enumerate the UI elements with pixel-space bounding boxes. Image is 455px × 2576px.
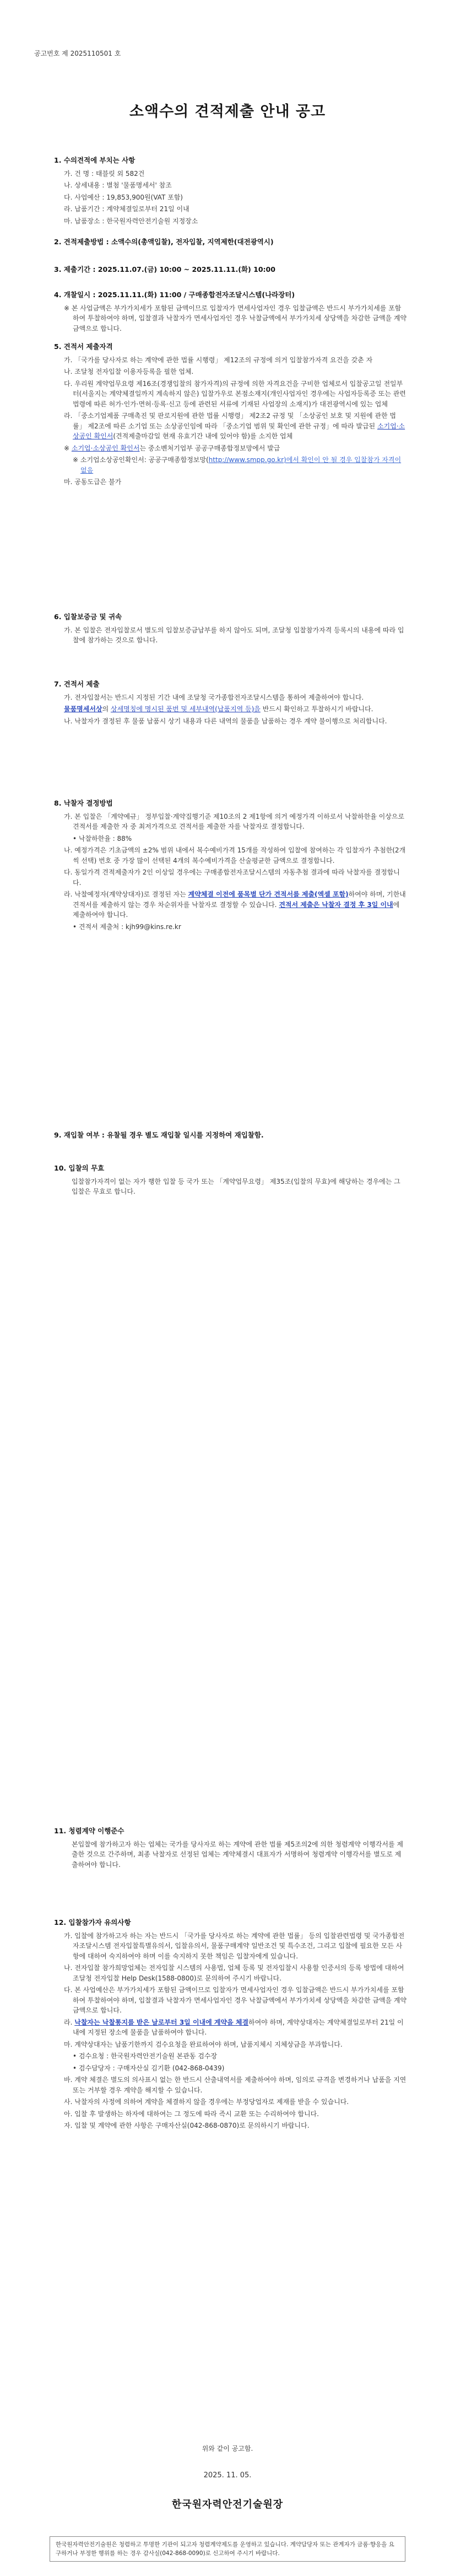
emphasis-text: 낙찰자는 낙찰통지를 받은 날로부터 3일 이내에 계약을 체결 [74, 2018, 249, 2026]
text-segment: 반드시 확인하고 투찰하시기 바랍니다. [260, 705, 373, 713]
list-item [54, 2017, 407, 2038]
emphasis-text: 계약체결 이전에 품목별 단가 견적서를 제출(엑셀 포함) [188, 890, 349, 898]
organization-name: 한국원자력안전기술원장 [171, 2499, 284, 2510]
footer-note-box: 한국원자력안전기술원은 청렴하고 투명한 기관이 되고자 청렴계약제도를 운영하고 있습니다. 계약담당자 또는 관계자가 금품·향응을 요구하거나 부정한 행위를 하는 경우 감사실(042-868-0090)로 신고하여 주시기 바랍니다. [50, 2536, 405, 2562]
list-item: 아. 입찰 후 발생하는 하자에 대하여는 그 정도에 따라 즉시 교환 또는 수리하여야 합니다. [64, 2110, 319, 2118]
section-heading: 8. 낙찰자 결정방법 [54, 799, 113, 807]
section-5 [54, 342, 407, 489]
text-segment: 하여야 하며, 기한내 견적서를 제출하지 않는 경우 차순위자를 낙찰자로 결정할 수 있습니다. [73, 890, 406, 909]
section-7 [54, 679, 407, 728]
list-item: 자. 입찰 및 계약에 관한 사항은 구매자산실(042-868-0870)로 문의하시기 바랍니다. [64, 2122, 310, 2129]
list-item: 가. 건 명 : 태블릿 외 582건 [64, 169, 145, 178]
list-item: • 검수담당자 : 구매자산실 김기환 (042-868-0439) [73, 2064, 225, 2072]
notice-date: 2025. 11. 05. [203, 2471, 252, 2480]
emphasis-text: 상세명칭에 명시된 품번 및 세부내역(납품지역 등)을 [110, 705, 261, 713]
list-item: 사. 낙찰자의 사정에 의하여 계약을 체결하지 않을 경우에는 부정당업자로 제재를 받을 수 있습니다. [64, 2098, 349, 2106]
section-heading: 11. 청렴계약 이행준수 [54, 1827, 124, 1835]
paragraph: 입찰참가자격이 없는 자가 행한 입찰 등 국가 또는 「계약업무요령」 제35조(입찰의 무효)에 해당하는 경우에는 그 입찰은 무효로 합니다. [72, 1177, 400, 1195]
section-heading: 3. 제출기간 : 2025.11.07.(금) 10:00 ~ 2025.11.11.(화) 10:00 [54, 265, 275, 273]
list-item: 다. 사업예산 : 19,853,900원(VAT 포함) [64, 193, 183, 201]
text-segment: 하여야 하며, 계약상대자는 계약체결일로부터 21일 이내에 지정된 장소에 물품을 납품하여야 합니다. [73, 2018, 404, 2036]
section-3 [54, 265, 407, 278]
list-item [54, 455, 407, 475]
list-item: 다. 동일가격 견적제출자가 2인 이상일 경우에는 구매종합전자조달시스템의 자동추첨 결과에 따라 낙찰자를 결정합니다. [64, 868, 400, 887]
list-item: 가. 본 입찰은 「계약예규」 정부입찰·계약집행기준 제10조의 2 제1항에 의거 예정가격 이하로서 낙찰하한율 이상으로 견적서를 제출한 자 중 최저가격으로 견적서를 제출한 자를 낙찰자로 결정합니다. [64, 812, 404, 830]
list-item: 가. 「국가를 당사자로 하는 계약에 관한 법률 시행령」 제12조의 규정에 의거 입찰참가자격 요건을 갖춘 자 [64, 356, 373, 364]
list-item: 나. 예정가격은 기초금액의 ±2% 범위 내에서 복수예비가격 15개를 작성하여 입찰에 참여하는 각 입찰자가 추첨한(2개씩 선택) 번호 중 가장 많이 선택된 4개의 복수예비가격을 산술평균한 금액으로 결정합니다. [64, 846, 406, 865]
list-item: 바. 계약 체결은 별도의 의사표시 없는 한 반드시 산출내역서를 제출하여야 하며, 임의로 규격을 변경하거나 납품을 지연 또는 거부할 경우 계약을 해지할 수 있습니다. [64, 2076, 407, 2094]
section-6 [54, 612, 407, 647]
section-1 [54, 155, 407, 228]
list-item: 가. 전자입찰서는 반드시 지정된 기간 내에 조달청 국가종합전자조달시스템을 통하여 제출하여야 합니다. [64, 693, 364, 701]
text-segment: ※ 소기업소상공인확인서: 공공구매종합정보망( [73, 456, 209, 464]
list-item: 다. 본 사업예산은 부가가치세가 포함된 금액이므로 입찰자가 면세사업자인 경우 입찰금액은 반드시 부가가치세를 포함하여 투찰하여야 하며, 입찰결과 낙찰자가 면세사업자인 경우 낙찰금액에서 부가가치세 상당액을 차감한 금액을 계약금액으로 합니다. [64, 1986, 407, 2014]
list-item: 마. 공동도급은 불가 [64, 478, 122, 486]
text-segment: ※ [64, 444, 72, 452]
list-item: • 낙찰하한율 : 88% [73, 834, 132, 842]
notice-number: 공고번호 제 2025110501 호 [34, 50, 121, 57]
section-heading: 2. 견적제출방법 : 소액수의(총액입찰), 전자입찰, 지역제한(대전광역시) [54, 238, 274, 246]
emphasis-text: )에서 확인이 안 될 경우 입찰참가 자격이 없음 [80, 456, 402, 474]
section-heading: 9. 재입찰 여부 : 유찰될 경우 별도 재입찰 일시를 지정하여 재입찰함. [54, 1131, 264, 1139]
emphasis-text: 소기업·소상공인 확인서 [71, 444, 140, 452]
section-2 [54, 237, 407, 250]
list-item: 가. 입찰에 참가하고자 하는 자는 반드시 「국가를 당사자로 하는 계약에 관한 법률」 등의 입찰관련법령 및 국가종합전자조달시스템 전자입찰특별유의서, 입찰유의서, 물품구매계약 일반조건 및 특수조건, 그리고 입찰에 필요한 모든 사항에 대하여 숙지하여야 하며 이를 숙지하지 못한 책임은 입찰자에게 있습니다. [64, 1931, 405, 1960]
text-segment: 의 [102, 705, 111, 713]
section-heading: 5. 견적서 제출자격 [54, 342, 113, 351]
emphasis-text: 견적서 제출은 낙찰자 결정 후 3일 이내 [279, 900, 393, 909]
list-item: 마. 계약상대자는 납품기한까지 검수요청을 완료하여야 하며, 납품지체시 지체상금을 부과합니다. [64, 2040, 343, 2048]
text-segment: 라. 「중소기업제품 구매촉진 및 판로지원에 관한 법률 시행령」 제2조2 규정 및 「소상공인 보호 및 지원에 관한 법률」 제2조에 따른 소기업 또는 소상공인임에 따라 「중소기업 범위 및 확인에 관한 규정」에 따라 발급된 [64, 412, 396, 430]
paragraph: 본입찰에 참가하고자 하는 업체는 국가를 당사자로 하는 계약에 관한 법률 제5조의2에 의한 청렴계약 이행각서를 제출한 것으로 간주하며, 최종 낙찰자로 선정된 업체는 계약체결시 대표자가 서명하여 청렴계약 이행각서를 별도로 제출하여야 합니다. [72, 1840, 403, 1869]
section-9 [54, 1130, 407, 1144]
list-item: 나. 전자입찰 참가희망업체는 전자입찰 시스템의 사용법, 업체 등록 및 전자입찰시 사용할 인증서의 등록 방법에 대하여 조달청 전자입찰 Help Desk(1588-0800)로 문의하여 주시기 바랍니다. [64, 1964, 404, 1982]
list-item [54, 889, 407, 920]
section-11 [54, 1826, 407, 1871]
section-8 [54, 798, 407, 933]
section-heading: 4. 개찰일시 : 2025.11.11.(화) 11:00 / 구매종합전자조달시스템(나라장터) [54, 291, 295, 299]
emphasis-text: 물품명세서상 [64, 705, 102, 713]
list-item: 가. 본 입찰은 전자입찰로서 별도의 입찰보증금납부를 하지 않아도 되며, 조달청 입찰참가자격 등록시의 내용에 따라 입찰에 참가하는 것으로 합니다. [64, 626, 404, 644]
section-10 [54, 1163, 407, 1199]
list-item: ※ 본 사업금액은 부가가치세가 포함된 금액이므로 입찰자가 면세사업자인 경우 입찰금액은 반드시 부가가치세를 포함하여 투찰하여야 하며, 입찰결과 낙찰자가 면세사업자인 경우 낙찰금액에서 부가가치세 상당액을 차감한 금액을 계약금액으로 합니다. [64, 304, 407, 332]
text-segment: 라. 낙찰예정자(계약상대자)로 결정된 자는 [64, 890, 188, 898]
section-heading: 7. 견적서 제출 [54, 680, 100, 688]
smpp-link[interactable]: http://www.smpp.go.kr [208, 456, 284, 464]
list-item: 나. 상세내용 : 별첨 '물품명세서' 참조 [64, 181, 172, 189]
page-title: 소액수의 견적제출 안내 공고 [129, 103, 326, 120]
closing-sentence: 위와 같이 공고함. [202, 2445, 253, 2452]
list-item: 라. 납품기간 : 계약체결일로부터 21일 이내 [64, 205, 189, 213]
list-item: 나. 낙찰자가 결정된 후 물품 납품시 상기 내용과 다른 내역의 물품을 납품하는 경우 계약 불이행으로 처리합니다. [64, 717, 387, 725]
section-heading: 1. 수의견적에 부치는 사항 [54, 156, 136, 164]
list-item: 나. 조달청 전자입찰 이용자등록을 필한 업체. [64, 368, 194, 375]
section-heading: 12. 입찰참가자 유의사항 [54, 1918, 131, 1926]
emphasis-text: 소기업·소상공인 확인서 [73, 422, 405, 440]
section-12 [54, 1918, 407, 2133]
list-item: • 검수요청 : 한국원자력안전기술원 본관동 검수장 [73, 2052, 218, 2060]
section-heading: 6. 입찰보증금 및 귀속 [54, 613, 122, 621]
section-heading: 10. 입찰의 무효 [54, 1164, 105, 1172]
list-item [54, 411, 407, 442]
section-4 [54, 290, 407, 335]
text-segment: 에 제출하여야 합니다. [73, 900, 400, 919]
list-item [54, 443, 407, 454]
list-item: 마. 납품장소 : 한국원자력안전기술원 지정장소 [64, 217, 198, 225]
list-item: 다. 우리원 계약업무요령 제16조(경쟁입찰의 참가자격)의 규정에 의한 자격요건을 구비한 업체로서 입찰공고일 전일부터(서울지는 계약체결일까지 계속하지 않은) 입찰가우로 본점소재지(개인사업자인 경우에는 사업자등록증 또는 관련 법령에 따른 허가·인가·면허·등록·신고 등에 관련된 서류에 기재된 사업장의 소재지)가 대전광역시에 있는 업체 [64, 379, 406, 408]
list-item: • 견적서 제출처 : kjh99@kins.re.kr [73, 922, 181, 931]
text-segment: (견적제출마감일 현재 유효기간 내에 있어야 함)를 소지한 업체 [113, 432, 293, 440]
text-segment: 는 중소벤처기업부 공공구매종합정보망에서 발급 [139, 444, 280, 452]
text-segment: 라. [64, 2018, 75, 2026]
list-item [54, 704, 407, 715]
